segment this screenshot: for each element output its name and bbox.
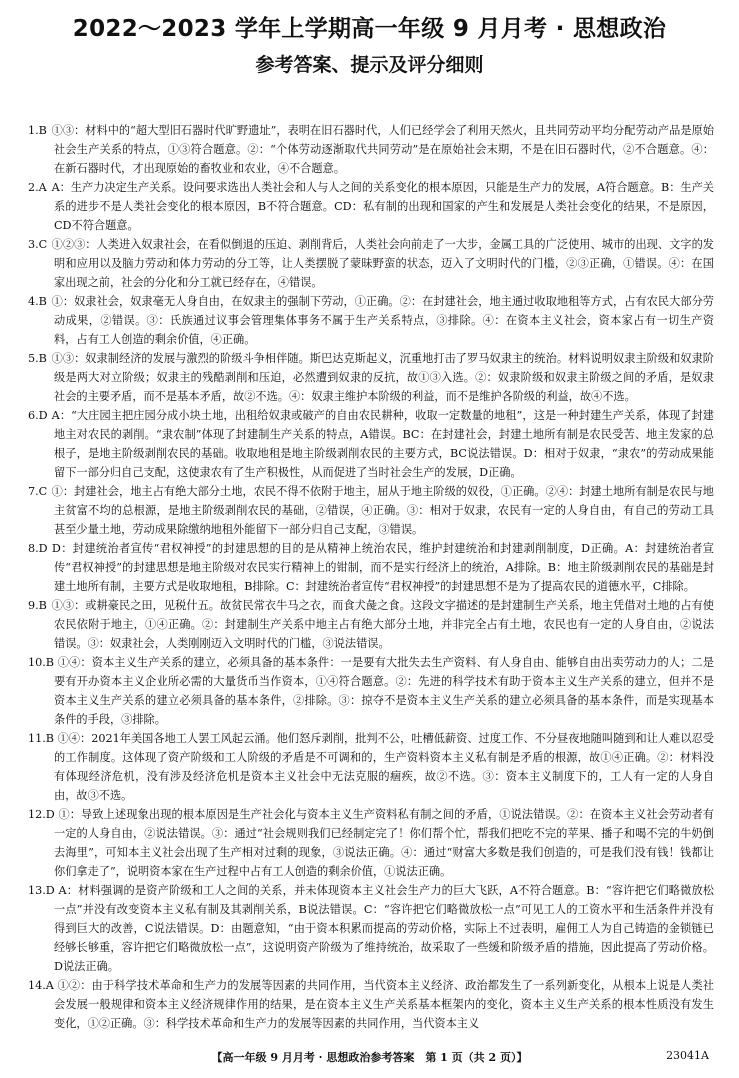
answer-list xyxy=(28,121,714,1033)
answer-number: 1.B xyxy=(28,124,47,137)
answer-item xyxy=(28,178,714,235)
answer-number: 4.B xyxy=(28,295,47,308)
answer-item xyxy=(28,596,714,653)
answer-item xyxy=(28,653,714,729)
answer-number: 8.D xyxy=(28,542,48,555)
answer-item xyxy=(28,235,714,292)
answer-explanation: ①②：由于科学技术革命和生产力的发展等因素的共同作用，当代资本主义经济、政治都发生了一系列新变化，从根本上说是人类社会发展一般规律和资本主义经济规律作用的结果，是在资本主义生产关系基本框架内的变化，资本主义生产关系的根本性质没有发生变化，①②正确。③：科学技术革命和生产力的发展等因素的共同作用，当代资本主义 xyxy=(54,979,714,1030)
answer-explanation: D：封建统治者宣传“君权神授”的封建思想的目的是从精神上统治农民，维护封建统治和封建剥削制度，D正确。A：封建统治者宣传“君权神授”的封建思想是地主阶级对农民实行精神上的钳制，而不是实行经济上的统治，A排除。B：地主阶级剥削农民的基础是封建土地所有制，主要方式是收取地租，B排除。C：封建统治者宣传“君权神授”的封建思想不是为了提高农民的道德水平，C排除。 xyxy=(51,542,714,593)
answer-explanation: ①：导致上述现象出现的根本原因是生产社会化与资本主义生产资料私有制之间的矛盾，①说法错误。②：在资本主义社会劳动者有一定的人身自由，②说法错误。③：通过“社会规则我们已经制定完了！你们帮个忙，帮我们把吃不完的苹果、播子和喝不完的牛奶倒去海里”，可知本主义社会出现了生产相对过剩的现象，③说法正确。④：通过“财富大多数是我们创造的，可是我们没有钱！钱都让你们拿走了”，说明资本家在生产过程中占有工人创造的剩余价值，①说法正确。 xyxy=(54,808,714,878)
answer-number: 5.B xyxy=(28,352,47,365)
answer-item xyxy=(28,482,714,539)
answer-item xyxy=(28,121,714,178)
answer-number: 2.A xyxy=(28,181,47,194)
answer-explanation: A：生产力决定生产关系。设问要求选出人类社会和人与人之间的关系变化的根本原因，只能是生产力的发展，A符合题意。B：生产关系的进步不是人类社会变化的根本原因，B不符合题意。CD：私有制的出现和国家的产生和发展是人类社会变化的结果，不是原因，CD不符合题意。 xyxy=(51,181,714,232)
answer-item xyxy=(28,539,714,596)
answer-item xyxy=(28,881,714,976)
answer-number: 9.B xyxy=(28,599,47,612)
answer-item xyxy=(28,406,714,482)
answer-number: 13.D xyxy=(28,884,55,897)
answer-item xyxy=(28,805,714,881)
answer-number: 7.C xyxy=(28,485,48,498)
footer-page-info: 【高一年级 9 月月考 · 思想政治参考答案 第 1 页（共 2 页）】 xyxy=(211,1051,528,1064)
answer-explanation: ①：封建社会，地主占有绝大部分土地，农民不得不依附于地主，屈从于地主阶级的奴役，①正确。②④：封建土地所有制是农民与地主贫富不均的总根源，是地主阶级剥削农民的基础，②错误，④正确。③：相对于奴隶，农民有一定的人身自由，有自己的劳动工具甚至少量土地，劳动成果除缴纳地租外能留下一部分归自己支配，③错误。 xyxy=(51,485,714,536)
answer-explanation: ①④：2021年美国各地工人罢工风起云涌。他们怒斥剥削，批判不公，吐槽低薪资、过度工作、不分昼夜地随叫随到和让人难以忍受的工作制度。这体现了资产阶级和工人阶级的矛盾是不可调和的，生产资料资本主义私有制是矛盾的根源，故①④正确。②：材料没有体现经济危机，没有涉及经济危机是资本主义社会中无法克服的痼疾，故②不选。③：资本主义制度下的，工人有一定的人身自由，故③不选。 xyxy=(54,732,714,802)
answer-number: 3.C xyxy=(28,238,48,251)
answer-item xyxy=(28,349,714,406)
answer-number: 6.D xyxy=(28,409,48,422)
footer-doc-code: 23041A xyxy=(666,1049,709,1062)
answer-explanation: ①③：或耕豪民之田，见税什五。故贫民常衣牛马之衣，而食犬彘之食。这段文字描述的是封建制生产关系，地主凭借对土地的占有使农民依附于地主，①④正确。②：封建制生产关系中地主占有绝大部分土地，并非完全占有土地，农民也有一定的人身自由，②说法错误。③：奴隶社会，人类刚刚迈入文明时代的门槛，③说法错误。 xyxy=(51,599,714,650)
answer-explanation: ①③：奴隶制经济的发展与激烈的阶级斗争相伴随。斯巴达克斯起义，沉重地打击了罗马奴隶主的统治。材料说明奴隶主阶级和奴隶阶级是两大对立阶级；奴隶主的残酷剥削和压迫，必然遭到奴隶的反抗，故①③入选。②：奴隶阶级和奴隶主阶级之间的矛盾，是奴隶社会的主要矛盾，而不是基本矛盾，故②不选。④：奴隶主维护本阶级的利益，而不是维护各阶级的利益，故④不选。 xyxy=(51,352,714,403)
answer-item xyxy=(28,292,714,349)
page-subtitle: 参考答案、提示及评分细则 xyxy=(255,54,484,76)
answer-number: 11.B xyxy=(28,732,55,745)
answer-item xyxy=(28,729,714,805)
answer-number: 12.D xyxy=(28,808,55,821)
answer-explanation: A：“大庄园主把庄园分成小块土地，出租给奴隶或破产的自由农民耕种，收取一定数量的地租”，这是一种封建生产关系，体现了封建地主对农民的剥削。“隶农制”体现了封建制生产关系的特点，A错误。BC：在封建社会，封建土地所有制是农民受苦、地主发家的总根子，是地主阶级剥削农民的基础。收取地租是地主阶级剥削农民的主要方式，BC说法错误。D：相对于奴隶，“隶农”的劳动成果能留下一部分归自己支配，这使隶农有了生产积极性，从而促进了当时社会生产的发展，D正确。 xyxy=(51,409,714,479)
answer-explanation: ①④：资本主义生产关系的建立，必须具备的基本条件：一是要有大批失去生产资料、有人身自由、能够自由出卖劳动力的人；二是要有开办资本主义企业所必需的大量货币当作资本，①④符合题意。②：先进的科学技术有助于资本主义生产关系的建立，但并不是资本主义生产关系的建立必须具备的基本条件，②排除。③：掠夺不是资本主义生产关系的建立必须具备的基本条件，而是实现基本条件的手段，③排除。 xyxy=(54,656,714,726)
answer-explanation: A：材料强调的是资产阶级和工人之间的关系，并未体现资本主义社会生产力的巨大飞跃，A不符合题意。B：“容许把它们略微放松一点”并没有改变资本主义私有制及其剥削关系，B说法错误。C：“容许把它们略微放松一点”可见工人的工资水平和生活条件并没有得到巨大的改善，C说法错误。D：由题意知，“由于资本积累而提高的劳动价格，实际上不过表明，雇佣工人为自己铸造的金锁链已经够长够重，容许把它们略微放松一点”，这说明资产阶级为了维持统治，故采取了一些缓和阶级矛盾的措施，因此提高了劳动价格。D说法正确。 xyxy=(54,884,714,973)
answer-explanation: ①②③：人类进入奴隶社会，在看似倒退的压迫、剥削背后，人类社会向前走了一大步，金属工具的广泛使用、城市的出现、文字的发明和应用以及脑力劳动和体力劳动的分工等，让人类摆脱了蒙昧野蛮的状态，迈入了文明时代的门槛，②③正确，①错误。④：在国家出现之前，社会的分化和分工就已经存在，④错误。 xyxy=(51,238,714,289)
answer-number: 14.A xyxy=(28,979,54,992)
answer-explanation: ①：奴隶社会，奴隶毫无人身自由，在奴隶主的强制下劳动，①正确。②：在封建社会，地主通过收取地租等方式，占有农民大部分劳动成果，②错误。③：氏族通过议事会管理集体事务不属于生产关系特点，③排除。④：在资本主义社会，资本家占有一切生产资料，占有工人创造的剩余价值，④正确。 xyxy=(51,295,714,346)
answer-number: 10.B xyxy=(28,656,55,669)
page-title: 2022～2023 学年上学期高一年级 9 月月考 · 思想政治 xyxy=(72,16,667,42)
answer-item xyxy=(28,976,714,1033)
answer-explanation: ①③：材料中的“超大型旧石器时代旷野遗址”，表明在旧石器时代，人们已经学会了利用天然火，且共同劳动平均分配劳动产品是原始社会生产关系的特点，①③符合题意。②：“个体劳动逐渐取代共同劳动”是在原始社会末期，不是在旧石器时代，②不合题意。④：在新石器时代，才出现原始的畜牧业和农业，④不合题意。 xyxy=(51,124,714,175)
